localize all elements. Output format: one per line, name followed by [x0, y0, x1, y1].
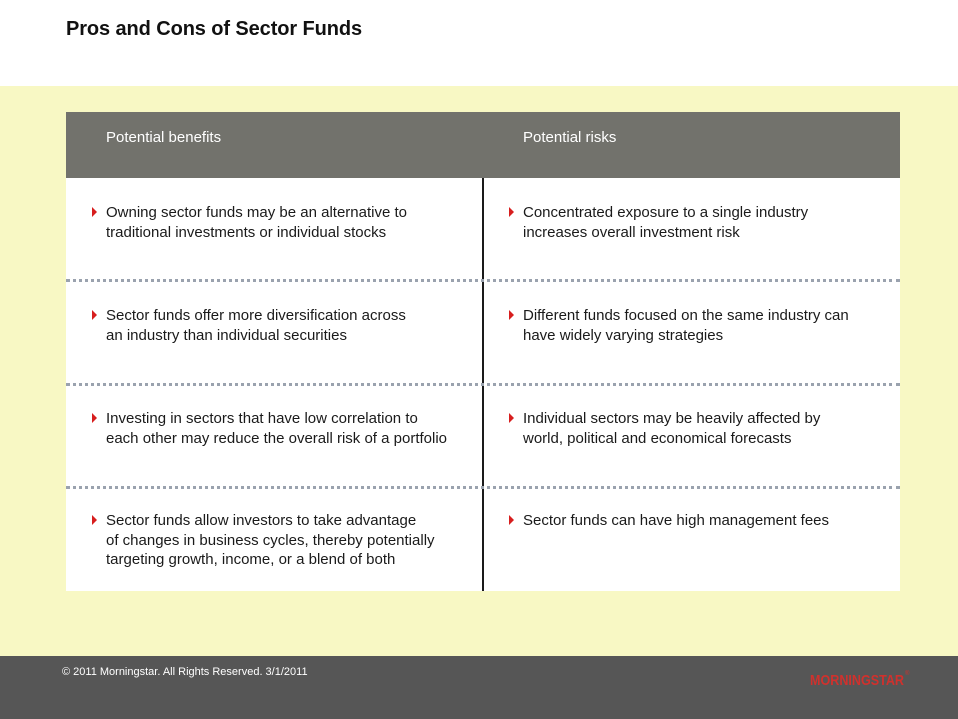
bullet-arrow-icon — [92, 413, 97, 423]
table-header — [66, 112, 900, 178]
title-bar — [0, 0, 958, 86]
benefit-cell — [106, 511, 478, 570]
benefit-text: Owning sector funds may be an alternative to traditional investments or individual stocks — [106, 204, 407, 241]
bullet-arrow-icon — [509, 413, 514, 423]
risk-text: Individual sectors may be heavily affected by world, political and economical forecasts — [523, 410, 821, 447]
benefit-text: Sector funds offer more diversification across an industry than individual securities — [106, 307, 406, 344]
risk-cell — [523, 409, 893, 448]
page-title: Pros and Cons of Sector Funds — [66, 18, 363, 40]
morningstar-logo — [810, 668, 910, 690]
bullet-arrow-icon — [92, 515, 97, 525]
logo-text: MORNINGSTAR — [810, 672, 905, 689]
svg-text:®: ® — [905, 671, 910, 677]
risk-text: Different funds focused on the same industry can have widely varying strategies — [523, 307, 849, 344]
benefit-text: Investing in sectors that have low correlation to each other may reduce the overall risk of a portfolio — [106, 410, 448, 447]
risk-cell — [523, 511, 893, 531]
bullet-arrow-icon — [509, 515, 514, 525]
row-separator — [66, 486, 900, 489]
risk-text: Sector funds can have high management fees — [523, 512, 830, 529]
bullet-arrow-icon — [509, 310, 514, 320]
row-separator — [66, 383, 900, 386]
header-benefits: Potential benefits — [106, 129, 222, 146]
bullet-arrow-icon — [509, 207, 514, 217]
benefit-text: Sector funds allow investors to take advantage of changes in business cycles, thereby potentially targeting growth, income, or a blend of both — [106, 512, 435, 568]
copyright-text: © 2011 Morningstar. All Rights Reserved. 3/1/2011 — [62, 666, 308, 678]
risk-cell — [523, 306, 893, 345]
benefit-cell — [106, 409, 478, 448]
pros-cons-table — [66, 112, 900, 591]
risk-cell — [523, 203, 893, 242]
risk-text: Concentrated exposure to a single industry increases overall investment risk — [523, 204, 809, 241]
footer — [0, 656, 958, 719]
benefit-cell — [106, 203, 478, 242]
row-separator — [66, 279, 900, 282]
bullet-arrow-icon — [92, 207, 97, 217]
header-risks: Potential risks — [523, 129, 617, 146]
bullet-arrow-icon — [92, 310, 97, 320]
benefit-cell — [106, 306, 478, 345]
